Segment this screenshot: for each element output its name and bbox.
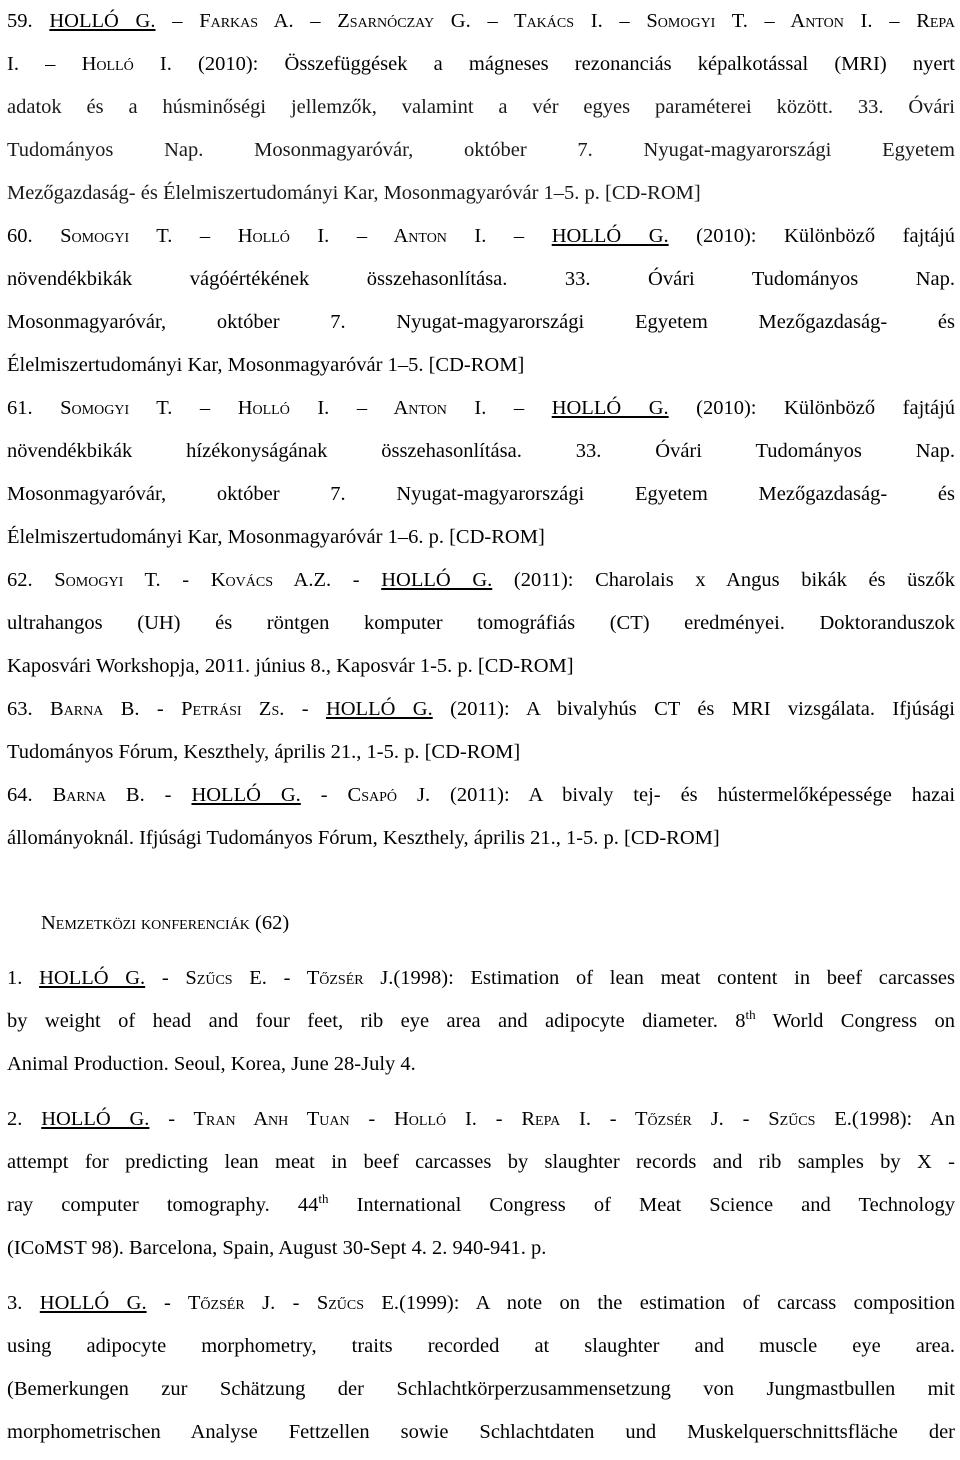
spacer (7, 1270, 955, 1282)
main-author: HOLLÓ G. (39, 1292, 147, 1314)
int-2-line-3: ray computer tomography. 44th International Congress of Meat Science and Technology (7, 1191, 955, 1216)
main-author: HOLLÓ G. (39, 967, 146, 989)
ref-60-line-4: Élelmiszertudományi Kar, Mosonmagyaróvár 1–5. [CD-ROM] (7, 354, 525, 376)
ref-62-line-3: Kaposvári Workshopja, 2011. június 8., Kaposvár 1-5. p. [CD-ROM] (7, 655, 574, 677)
ref-62-line-1: 62. Somogyi T. - Kovács A.Z. - HOLLÓ G. (2011): Charolais x Angus bikák és üszők (7, 569, 955, 591)
ref-59-line-4: Tudományos Nap. Mosonmagyaróvár, október 7. Nyugat-magyarországi Egyetem (7, 139, 955, 161)
main-author: HOLLÓ G. (551, 225, 669, 247)
ref-63-line-1: 63. Barna B. - Petrási Zs. - HOLLÓ G. (2011): A bivalyhús CT és MRI vizsgálata. Ifjúsági (7, 698, 955, 720)
section-heading: Nemzetközi konferenciák (62) (41, 912, 290, 934)
ref-59-line-3: adatok és a húsminőségi jellemzők, valamint a vér egyes paraméterei között. 33. Óvári (7, 96, 955, 118)
ref-59-line-5: Mezőgazdaság- és Élelmiszertudományi Kar, Mosonmagyaróvár 1–5. p. [CD-ROM] (7, 182, 701, 204)
int-1-line-3: Animal Production. Seoul, Korea, June 28-July 4. (7, 1053, 416, 1075)
int-3-line-4: morphometrischen Analyse Fettzellen sowie Schlachtdaten und Muskelquerschnittsfläche der (7, 1421, 955, 1443)
ref-61-line-4: Élelmiszertudományi Kar, Mosonmagyaróvár 1–6. p. [CD-ROM] (7, 526, 545, 548)
spacer (7, 945, 955, 957)
ref-59-line-2: I. – Holló I. (2010): Összefüggések a mágneses rezonanciás képalkotással (MRI) nyert (7, 53, 955, 75)
int-1-line-2: by weight of head and four feet, rib eye area and adipocyte diameter. 8th World Congress on (7, 1007, 955, 1032)
ref-64-line-1: 64. Barna B. - HOLLÓ G. - Csapó J. (2011): A bivaly tej- és hústermelőképessége hazai (7, 784, 955, 806)
ref-60-line-2: növendékbikák vágóértékének összehasonlítása. 33. Óvári Tudományos Nap. (7, 268, 955, 290)
ref-62-line-2: ultrahangos (UH) és röntgen komputer tomográfiás (CT) eredményei. Doktoranduszok (7, 612, 955, 634)
int-2-line-1: 2. HOLLÓ G. - Tran Anh Tuan - Holló I. - Repa I. - Tőzsér J. - Szűcs E.(1998): An (7, 1108, 955, 1130)
main-author: HOLLÓ G. (551, 397, 669, 419)
ref-63-line-2: Tudományos Fórum, Keszthely, április 21., 1-5. p. [CD-ROM] (7, 741, 521, 763)
int-3-line-1: 3. HOLLÓ G. - Tőzsér J. - Szűcs E.(1999): A note on the estimation of carcass composition (7, 1292, 955, 1314)
main-author: HOLLÓ G. (325, 698, 433, 720)
main-author: HOLLÓ G. (41, 1108, 150, 1130)
int-3-line-3: (Bemerkungen zur Schätzung der Schlachtkörperzusammensetzung von Jungmastbullen mit (7, 1378, 955, 1400)
spacer (7, 860, 955, 902)
ref-64-line-2: állományoknál. Ifjúsági Tudományos Fórum, Keszthely, április 21., 1-5. p. [CD-ROM] (7, 827, 720, 849)
ref-60-line-1: 60. Somogyi T. – Holló I. – Anton I. – HOLLÓ G. (2010): Különböző fajtájú (7, 225, 955, 247)
main-author: HOLLÓ G. (49, 10, 156, 32)
ref-61-line-2: növendékbikák hízékonyságának összehasonlítása. 33. Óvári Tudományos Nap. (7, 440, 955, 462)
main-author: HOLLÓ G. (381, 569, 493, 591)
int-2-line-2: attempt for predicting lean meat in beef carcasses by slaughter records and rib samples by X - (7, 1151, 955, 1173)
spacer (7, 1086, 955, 1098)
ref-60-line-3: Mosonmagyaróvár, október 7. Nyugat-magyarországi Egyetem Mezőgazdaság- és (7, 311, 955, 333)
ref-61-line-1: 61. Somogyi T. – Holló I. – Anton I. – HOLLÓ G. (2010): Különböző fajtájú (7, 397, 955, 419)
publication-list (7, 0, 955, 1454)
int-2-line-4: (ICoMST 98). Barcelona, Spain, August 30-Sept 4. 2. 940-941. p. (7, 1237, 547, 1259)
ref-59-line-1: 59. HOLLÓ G. – Farkas A. – Zsarnóczay G. – Takács I. – Somogyi T. – Anton I. – Repa (7, 10, 955, 32)
int-1-line-1: 1. HOLLÓ G. - Szűcs E. - Tőzsér J.(1998): Estimation of lean meat content in beef carcasses (7, 967, 955, 989)
ref-61-line-3: Mosonmagyaróvár, október 7. Nyugat-magyarországi Egyetem Mezőgazdaság- és (7, 483, 955, 505)
main-author: HOLLÓ G. (191, 784, 301, 806)
int-3-line-2: using adipocyte morphometry, traits recorded at slaughter and muscle eye area. (7, 1335, 955, 1357)
